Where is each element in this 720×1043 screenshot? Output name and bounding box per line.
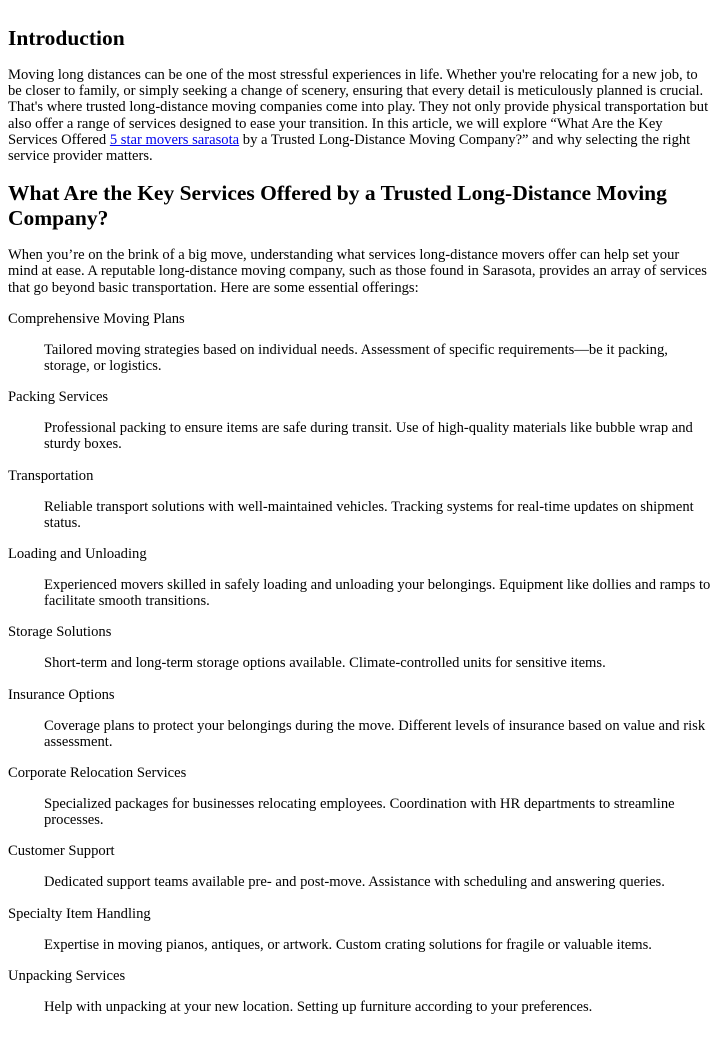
service-desc-loading-unloading: Experienced movers skilled in safely loading and unloading your belongings. Equipment like dollies and ramps to facilitate smooth transitions. (44, 577, 711, 610)
service-desc-storage: Short-term and long-term storage options available. Climate-controlled units for sensitive items. (44, 655, 606, 672)
services-list (8, 311, 712, 1015)
service-term-insurance: Insurance Options (8, 686, 115, 703)
service-desc-transportation: Reliable transport solutions with well-maintained vehicles. Tracking systems for real-time updates on shipment status. (44, 498, 694, 531)
service-term-corporate-relocation: Corporate Relocation Services (8, 765, 187, 782)
intro-heading: Introduction (8, 26, 125, 50)
service-term-storage: Storage Solutions (8, 624, 112, 641)
movers-sarasota-link[interactable]: 5 star movers sarasota (109, 131, 240, 148)
service-term-packing: Packing Services (8, 389, 109, 406)
service-term-loading-unloading: Loading and Unloading (8, 546, 147, 563)
service-term-unpacking: Unpacking Services (8, 967, 126, 984)
services-paragraph: When you’re on the brink of a big move, understanding what services long-distance movers offer can help set your mind at ease. A reputable long-distance moving company, such as those found in Sarasota, provides an array of services that go beyond basic transportation. Here are some essential offerings: (8, 247, 707, 296)
service-desc-corporate-relocation: Specialized packages for businesses relocating employees. Coordination with HR departments to streamline processes. (44, 796, 675, 829)
document-page (0, 25, 720, 1015)
service-desc-unpacking: Help with unpacking at your new location. Setting up furniture according to your preferences. (44, 998, 593, 1015)
intro-text-before-link: Moving long distances can be one of the most stressful experiences in life. Whether you're relocating for a new job, to be closer to family, or simply seeking a change of scenery, ensuring that every detail is meticulously planned is crucial. That's where trusted long-distance moving companies come into play. They not only provide physical transportation but also offer a range of services designed to ease your transition. In this article, we will explore “What Are the Key Services Offered (8, 67, 709, 148)
service-desc-customer-support: Dedicated support teams available pre- and post-move. Assistance with scheduling and answering queries. (44, 874, 665, 891)
services-heading: What Are the Key Services Offered by a Trusted Long-Distance Moving Company? (8, 181, 667, 231)
service-desc-comprehensive-plans: Tailored moving strategies based on individual needs. Assessment of specific requirements—be it packing, storage, or logistics. (44, 341, 668, 375)
service-term-comprehensive-plans: Comprehensive Moving Plans (8, 310, 185, 327)
service-term-transportation: Transportation (8, 467, 94, 484)
intro-text-after-link: by a Trusted Long-Distance Moving Company?” and why selecting the right service provider matters. (8, 131, 691, 165)
service-desc-insurance: Coverage plans to protect your belongings during the move. Different levels of insurance based on value and risk assessment. (44, 717, 706, 750)
service-term-customer-support: Customer Support (8, 843, 115, 860)
intro-paragraph (8, 67, 712, 164)
service-term-specialty-items: Specialty Item Handling (8, 905, 151, 922)
service-desc-specialty-items: Expertise in moving pianos, antiques, or artwork. Custom crating solutions for fragile or valuable items. (44, 936, 652, 953)
service-desc-packing: Professional packing to ensure items are safe during transit. Use of high-quality materials like bubble wrap and sturdy boxes. (44, 420, 693, 453)
